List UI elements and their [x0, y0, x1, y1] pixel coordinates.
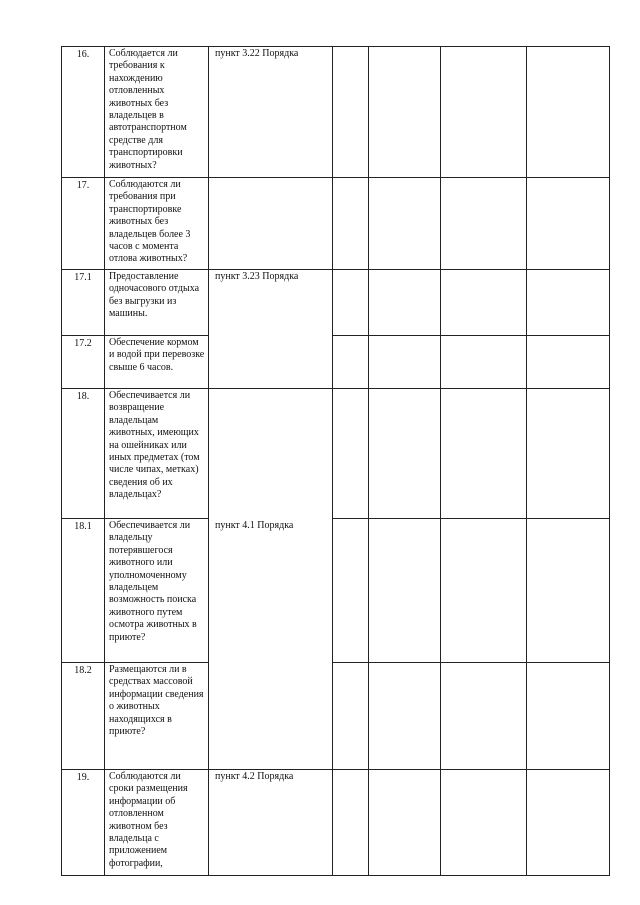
empty-cell — [527, 663, 610, 770]
row-reference: пункт 3.22 Порядка — [209, 47, 333, 178]
table-row — [62, 770, 610, 876]
row-number: 18. — [62, 389, 105, 519]
empty-cell — [441, 178, 527, 270]
row-number: 18.1 — [62, 519, 105, 663]
table-row — [62, 47, 610, 178]
row-question: Предоставление одночасового отдыха без выгрузки из машины. — [105, 270, 209, 336]
row-reference — [209, 389, 333, 519]
row-number: 19. — [62, 770, 105, 876]
row-question: Соблюдается ли требования к нахождению отловленных животных без владельцев в автотранспортном средстве для транспортировки животных? — [105, 47, 209, 178]
table-row — [62, 389, 610, 519]
row-number: 17.2 — [62, 336, 105, 389]
table-row — [62, 519, 610, 663]
empty-cell — [441, 519, 527, 663]
row-reference: пункт 3.23 Порядка — [209, 270, 333, 336]
empty-cell — [527, 389, 610, 519]
empty-cell — [441, 336, 527, 389]
row-reference — [209, 336, 333, 389]
row-number: 17. — [62, 178, 105, 270]
table-row — [62, 663, 610, 770]
row-reference: пункт 4.2 Порядка — [209, 770, 333, 876]
table-row — [62, 270, 610, 336]
row-reference — [209, 663, 333, 770]
checklist-table — [61, 46, 610, 876]
empty-cell — [441, 389, 527, 519]
empty-cell — [527, 47, 610, 178]
checklist-table-container — [61, 46, 609, 876]
empty-cell — [333, 336, 369, 389]
empty-cell — [369, 270, 441, 336]
row-question: Соблюдаются ли сроки размещения информации об отловленном животном без владельца с приложением фотографии, — [105, 770, 209, 876]
empty-cell — [441, 663, 527, 770]
table-row — [62, 178, 610, 270]
empty-cell — [369, 389, 441, 519]
empty-cell — [527, 336, 610, 389]
empty-cell — [333, 519, 369, 663]
empty-cell — [369, 663, 441, 770]
empty-cell — [527, 270, 610, 336]
empty-cell — [333, 770, 369, 876]
row-number: 16. — [62, 47, 105, 178]
row-question: Размещаются ли в средствах массовой информации сведения о животных находящихся в приюте? — [105, 663, 209, 770]
empty-cell — [333, 270, 369, 336]
empty-cell — [527, 519, 610, 663]
empty-cell — [441, 770, 527, 876]
empty-cell — [333, 663, 369, 770]
empty-cell — [333, 178, 369, 270]
row-question: Обеспечивается ли владельцу потерявшегося животного или уполномоченному владельцем возможность поиска животного путем осмотра животных в приюте? — [105, 519, 209, 663]
row-reference: пункт 4.1 Порядка — [209, 519, 333, 663]
empty-cell — [441, 47, 527, 178]
empty-cell — [527, 770, 610, 876]
row-question: Соблюдаются ли требования при транспортировке животных без владельцев более 3 часов с момента отлова животных? — [105, 178, 209, 270]
row-question: Обеспечение кормом и водой при перевозке свыше 6 часов. — [105, 336, 209, 389]
empty-cell — [369, 178, 441, 270]
row-question: Обеспечивается ли возвращение владельцам животных, имеющих на ошейниках или иных предметах (том числе чипах, метках) сведения об их владельцах? — [105, 389, 209, 519]
table-row — [62, 336, 610, 389]
empty-cell — [369, 336, 441, 389]
empty-cell — [369, 47, 441, 178]
empty-cell — [527, 178, 610, 270]
empty-cell — [333, 47, 369, 178]
row-number: 17.1 — [62, 270, 105, 336]
empty-cell — [369, 519, 441, 663]
empty-cell — [333, 389, 369, 519]
row-number: 18.2 — [62, 663, 105, 770]
empty-cell — [369, 770, 441, 876]
empty-cell — [441, 270, 527, 336]
row-reference — [209, 178, 333, 270]
